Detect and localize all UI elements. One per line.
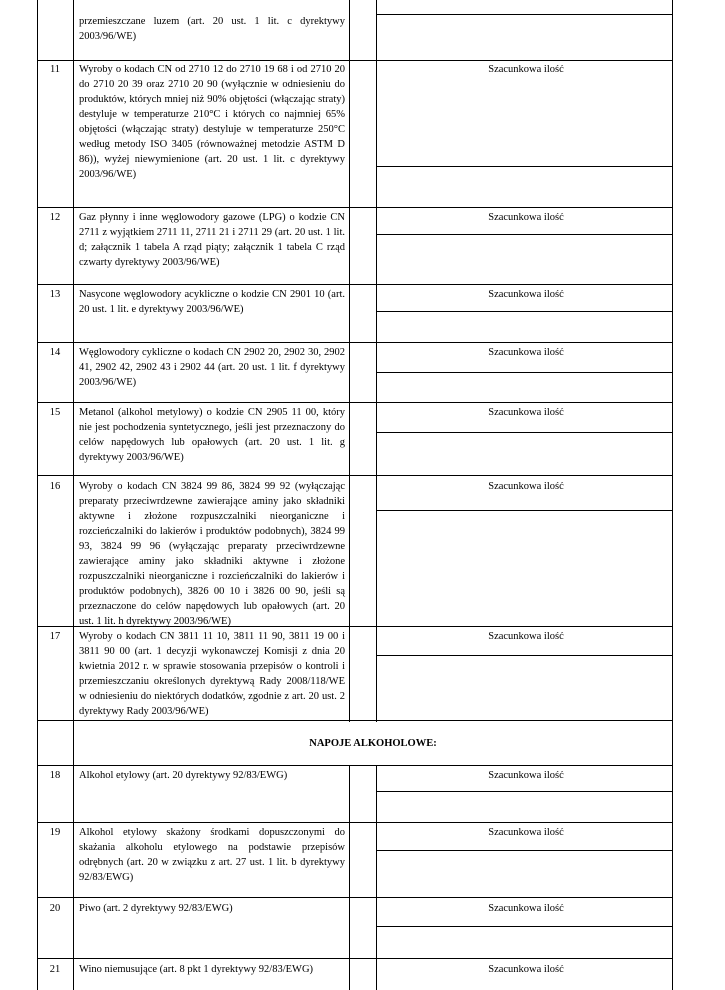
row-description: Alkohol etylowy skażony środkami dopuszczonymi do skażania alkoholu etylowego na podstawie przepisów odrębnych (art. 20 w związku z art. 27 ust. 1 lit. b dyrektywy 92/83/EWG) xyxy=(79,827,345,883)
section-heading: NAPOJE ALKOHOLOWE: xyxy=(309,738,437,749)
qty-divider xyxy=(376,926,673,927)
row-description: Piwo (art. 2 dyrektywy 92/83/EWG) xyxy=(79,903,233,914)
row-border xyxy=(37,207,673,208)
row-border xyxy=(37,402,673,403)
qty-divider xyxy=(376,791,673,792)
qty-divider xyxy=(376,510,673,511)
row-description: Wino niemusujące (art. 8 pkt 1 dyrektywy 92/83/EWG) xyxy=(79,964,314,975)
row-description: Wyroby o kodach CN 3824 99 86, 3824 99 92 (wyłączając preparaty przeciwrdzewne zawierające aminy jako składniki aktywne i złożone rozpuszczalniki nieorganiczne i rozcieńczalniki do lakierów i produktów podobnych), 3824 99 93, 3824 99 96 (wyłączając preparaty przeciwrdzewne zawierające aminy jako składniki aktywne i złożone rozpuszczalniki nieorganiczne i rozcieńczalniki do lakierów i produktów podobnych), 3826 00 10 i 3826 00 90, jeśli są przeznaczone do celów napędowych lub opałowych (art. 20 ust. 1 lit. h dyrektywy 2003/96/WE) xyxy=(79,481,345,627)
row-border xyxy=(37,958,673,959)
row-border xyxy=(37,284,673,285)
row-number: 18 xyxy=(49,770,61,781)
row-number: 19 xyxy=(49,827,61,838)
row-number: 21 xyxy=(49,964,61,975)
row-number: 16 xyxy=(49,481,61,492)
row-description: przemieszczane luzem (art. 20 ust. 1 lit. c dyrektywy 2003/96/WE) xyxy=(79,16,345,42)
row-border xyxy=(37,342,673,343)
row-description: Wyroby o kodach CN od 2710 12 do 2710 19 68 i od 2710 20 do 2710 20 39 oraz 2710 20 90 (wyłącznie w odniesieniu do produktów, których mniej niż 90% objętości (włączając straty) destyluje w temperaturze 210°C i których co najmniej 65% objętości (włączając straty) destyluje w temperaturze 250°C według metody ISO 3405 (równoważnej metodzie ASTM D 86)), wyżej niewymienione (art. 20 ust. 1 lit. c dyrektywy 2003/96/WE) xyxy=(79,64,345,180)
row-description: Metanol (alkohol metylowy) o kodzie CN 2905 11 00, który nie jest pochodzenia syntetycznego, jeśli jest przeznaczony do celów napędowych lub opałowych (art. 20 ust. 1 lit. g dyrektywy 2003/96/WE) xyxy=(79,407,345,463)
col-line-description xyxy=(349,765,350,990)
row-number: 13 xyxy=(49,289,61,300)
quantity-label: Szacunkowa ilość xyxy=(488,631,564,642)
row-border xyxy=(37,475,673,476)
qty-divider xyxy=(376,234,673,235)
row-number: 11 xyxy=(49,64,61,75)
quantity-label: Szacunkowa ilość xyxy=(488,64,564,75)
quantity-label: Szacunkowa ilość xyxy=(488,481,564,492)
col-line-spacer xyxy=(376,765,377,990)
col-line-spacer xyxy=(376,0,377,722)
row-border xyxy=(37,60,673,61)
row-number: 12 xyxy=(49,212,61,223)
row-description: Alkohol etylowy (art. 20 dyrektywy 92/83/EWG) xyxy=(79,770,288,781)
col-line-outer-left xyxy=(37,0,38,990)
col-line-outer-right xyxy=(672,0,673,990)
row-border xyxy=(37,822,673,823)
row-border xyxy=(37,720,673,721)
row-border xyxy=(37,897,673,898)
qty-divider xyxy=(376,372,673,373)
col-line-description xyxy=(349,0,350,722)
row-number: 20 xyxy=(49,903,61,914)
row-description: Wyroby o kodach CN 3811 11 10, 3811 11 90, 3811 19 00 i 3811 90 00 (art. 1 decyzji wykonawczej Komisji z dnia 20 kwietnia 2012 r. w sprawie stosowania przepisów o kontroli i przemieszczaniu określonych dyrektywą Rady 2008/118/WE w odniesieniu do niektórych dodatków, zgodnie z art. 20 ust. 2 dyrektywy Rady 2003/96/WE) xyxy=(79,631,345,717)
row-description: Nasycone węglowodory acykliczne o kodzie CN 2901 10 (art. 20 ust. 1 lit. e dyrektywy 2003/96/WE) xyxy=(79,289,345,315)
qty-divider xyxy=(376,311,673,312)
quantity-label: Szacunkowa ilość xyxy=(488,289,564,300)
row-number: 15 xyxy=(49,407,61,418)
qty-divider xyxy=(376,655,673,656)
row-border xyxy=(37,765,673,766)
quantity-label: Szacunkowa ilość xyxy=(488,964,564,975)
quantity-label: Szacunkowa ilość xyxy=(488,212,564,223)
quantity-label: Szacunkowa ilość xyxy=(488,347,564,358)
row-number: 17 xyxy=(49,631,61,642)
quantity-label: Szacunkowa ilość xyxy=(488,827,564,838)
col-line-number xyxy=(73,0,74,990)
quantity-label: Szacunkowa ilość xyxy=(488,770,564,781)
row-description: Węglowodory cykliczne o kodach CN 2902 20, 2902 30, 2902 41, 2902 42, 2902 43 i 2902 44 (art. 20 ust. 1 lit. f dyrektywy 2003/96/WE) xyxy=(79,347,345,388)
qty-divider xyxy=(376,850,673,851)
qty-divider xyxy=(376,166,673,167)
qty-divider xyxy=(376,14,673,15)
quantity-label: Szacunkowa ilość xyxy=(488,407,564,418)
quantity-label: Szacunkowa ilość xyxy=(488,903,564,914)
row-number: 14 xyxy=(49,347,61,358)
qty-divider xyxy=(376,432,673,433)
row-description: Gaz płynny i inne węglowodory gazowe (LPG) o kodzie CN 2711 z wyjątkiem 2711 11, 2711 21 i 2711 29 (art. 20 ust. 1 lit. d; załącznik 1 tabela A rząd piąty; załącznik 1 tabela C rząd czwarty dyrektywy 2003/96/WE) xyxy=(79,212,345,268)
